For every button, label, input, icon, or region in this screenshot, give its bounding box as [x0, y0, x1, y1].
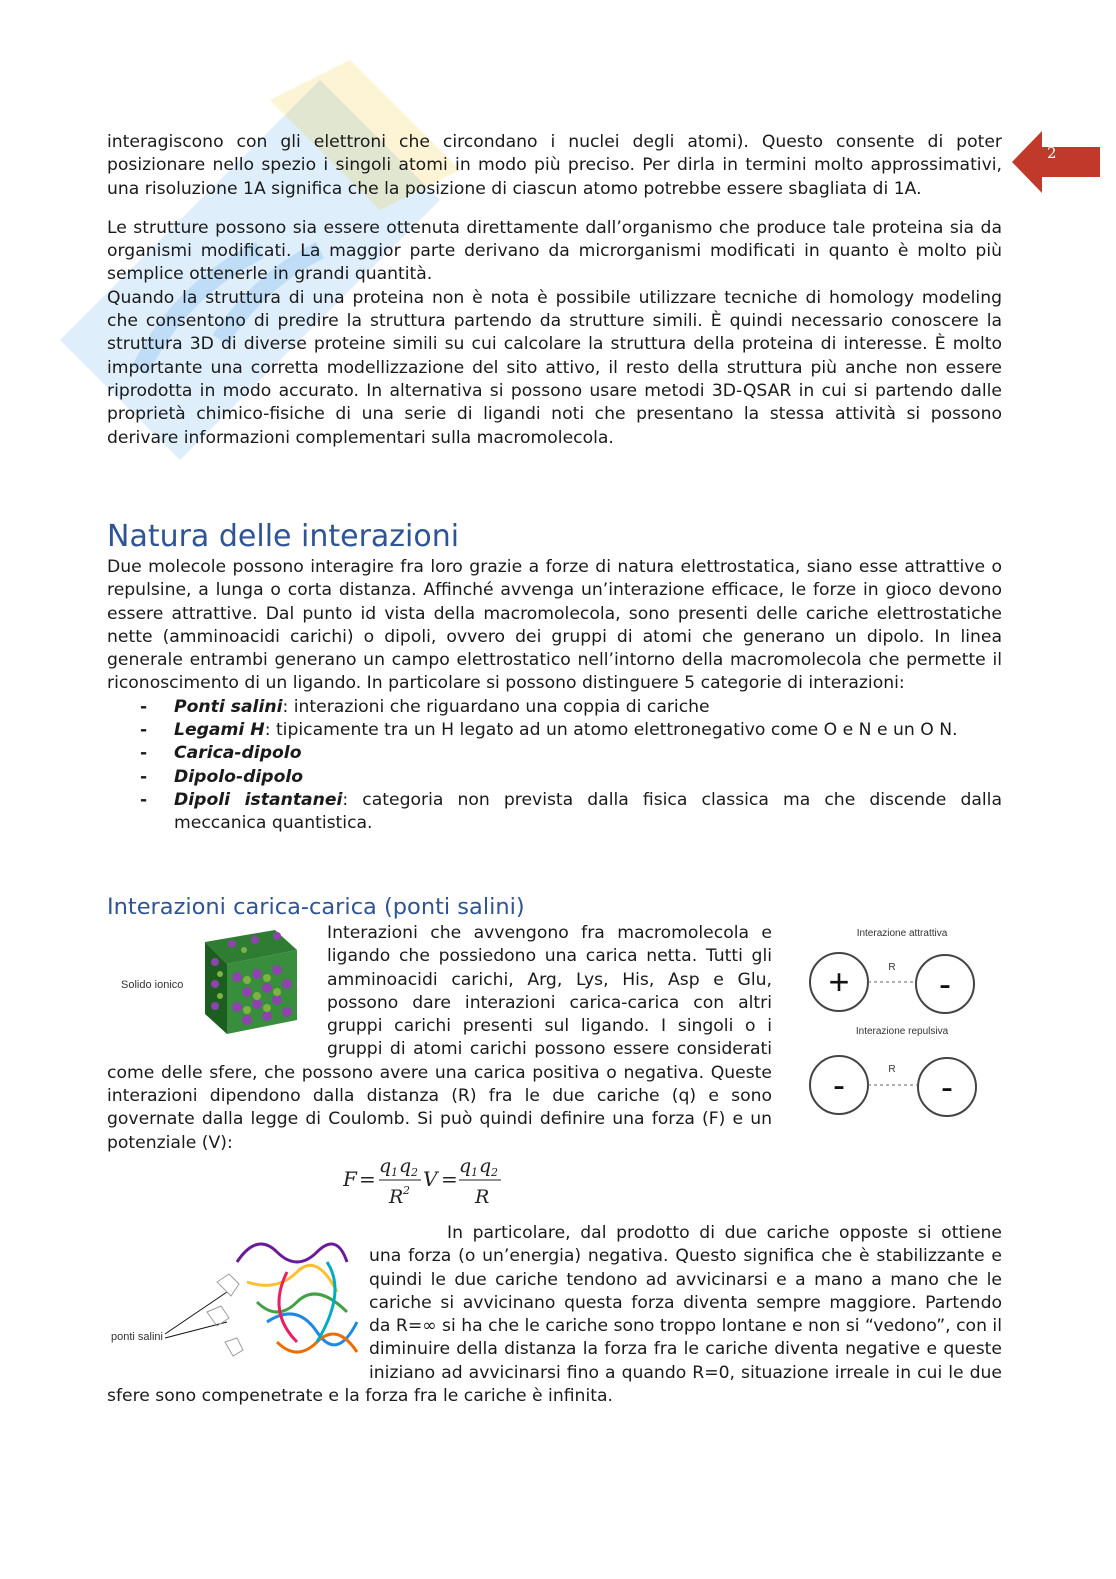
- charge-interaction-figure: [792, 922, 1002, 1212]
- interaction-list: [107, 696, 1002, 836]
- section-title-carica-carica: Interazioni carica-carica (ponti salini): [107, 894, 525, 920]
- svg-text:2: 2: [491, 1166, 498, 1179]
- svg-text:q: q: [379, 1155, 392, 1177]
- svg-text:F: F: [343, 1167, 357, 1191]
- intro-paragraph-1: interagiscono con gli elettroni che circondano i nuclei degli atomi). Questo consente di poter posizionare nello spezio i singoli atomi in modo più preciso. Per dirla in termini molto approssimativi, una risoluzione 1A significa che la posizione di ciascun atomo potrebbe essere sbagliata di 1A.: [107, 132, 1002, 199]
- protein-salt-bridge-figure: [107, 1222, 369, 1372]
- svg-text:2: 2: [403, 1184, 410, 1197]
- attractive-label: Interazione attrattiva: [856, 928, 948, 939]
- formula-graphic: [343, 1150, 513, 1210]
- repulsive-label: Interazione repulsiva: [855, 1026, 949, 1037]
- ionic-solid-figure: [107, 922, 327, 1042]
- list-item: - Dipolo-dipolo: [140, 766, 304, 787]
- coulomb-formula: [343, 1150, 513, 1215]
- svg-text:R: R: [389, 1186, 404, 1208]
- list-item: - Dipoli istantanei: categoria non prevista dalla fisica classica ma che discende dalla meccanica quantistica.: [140, 789, 1002, 834]
- distance-label: R: [888, 962, 896, 973]
- intro-paragraph-2: Le strutture possono sia essere ottenuta direttamente dall’organismo che produce tale proteina sia da organismi modificati. La maggior parte derivano da microrganismi modificati in quanto è molto più semplice ottenerle in grandi quantità.: [107, 217, 1002, 285]
- plus-sign: +: [828, 961, 850, 1002]
- list-item: - Legami H: tipicamente tra un H legato ad un atomo elettronegativo come O e N e un O N.: [140, 720, 958, 741]
- salt-bridge-label: ponti salini: [111, 1331, 163, 1343]
- svg-text:q: q: [459, 1155, 472, 1177]
- intro-paragraph-3: Quando la struttura di una proteina non è nota è possibile utilizzare tecniche di homology modeling che consentono di predire la struttura partendo da strutture simili. È quindi necessario conoscere la struttura 3D di diverse proteine simili su cui calcolare la struttura della proteina di interesse. È molto importante una corretta modellizzazione del sito attivo, il resto della struttura più anche non essere riprodotta in modo accurato. In alternativa si possono usare metodi 3D-QSAR in cui si partendo dalle proprietà chimico-fisiche di una serie di ligandi noti che presentano la stessa attività si possono derivare informazioni complementari sulla macromolecola.: [107, 287, 1002, 448]
- ionic-solid-label: Solido ionico: [121, 979, 184, 991]
- minus-sign: -: [833, 1064, 845, 1105]
- page-number-tab: [1012, 131, 1100, 193]
- protein-ribbon: [237, 1244, 357, 1352]
- section-title-natura: Natura delle interazioni: [107, 519, 460, 554]
- section1-body: Due molecole possono interagire fra loro grazie a forze di natura elettrostatica, siano esse attrattive o repulsine, a lunga o corta distanza. Affinché avvenga un’interazione efficace, le forze in gioco devono essere attrattive. Dal punto id vista della macromolecola, sono presenti delle cariche elettrostatiche nette (amminoacidi carichi) o dipoli, ovvero dei gruppi di atomi che generano un dipolo. In linea generale entrambi generano un campo elettrostatico nell’intorno della macromolecola che permette il riconoscimento di un ligando. In particolare si possono distinguere 5 categorie di interazioni:: [107, 557, 1002, 694]
- minus-sign: -: [939, 963, 951, 1004]
- svg-text:=: =: [359, 1167, 376, 1191]
- section1-block: [107, 556, 1002, 836]
- svg-text:=: =: [441, 1167, 458, 1191]
- svg-text:V: V: [423, 1167, 438, 1191]
- svg-text:1: 1: [471, 1166, 478, 1179]
- list-item: - Carica-dipolo: [140, 743, 302, 764]
- minus-sign: -: [941, 1066, 953, 1107]
- section2-paragraph-1: Solido ionico Interazioni che avvengono fra macromolecola e ligando che possiedono una carica netta. Tutti gli amminoacidi carichi, Arg, Lys, His, Asp e Glu, possono dare interazioni carica-carica con altri gruppi carichi presenti sul ligando. I singoli o i gruppi di atomi carichi possono essere considerati come delle sfere, che possono avere una carica positiva o negativa. Queste interazioni dipendono dalla distanza (R) fra le due cariche (q) e sono governate dalla legge di Coulomb. Si può quindi definire una forza (F) e un potenziale (V):: [107, 923, 772, 1153]
- distance-label: R: [888, 1064, 896, 1075]
- svg-text:1: 1: [391, 1166, 398, 1179]
- side-chains: [207, 1274, 243, 1356]
- page-number: 2: [1047, 144, 1057, 162]
- svg-text:q: q: [399, 1155, 412, 1177]
- svg-text:2: 2: [411, 1166, 418, 1179]
- section2-block: [107, 922, 1002, 1212]
- svg-text:R: R: [475, 1186, 490, 1208]
- section2-block-2: [107, 1222, 1002, 1408]
- svg-text:q: q: [479, 1155, 492, 1177]
- section2-paragraph-2: ponti salini In particolare, dal prodotto di due cariche opposte si ottiene una forza (o un’energia) negativa. Questo significa che è stabilizzante e quindi le due cariche tendono ad avvicinarsi e a mano a mano che le cariche si avvicinano questa forza diventa sempre maggiore. Partendo da R=∞ si ha che le cariche sono troppo lontane e non si “vedono”, con il diminuire della distanza la forza fra le cariche diventa negative e queste iniziano ad avvicinarsi fino a quando R=0, situazione irreale in cui le due sfere sono compenetrate e la forza fra le cariche è infinita.: [107, 1223, 1002, 1407]
- list-item: - Ponti salini: interazioni che riguardano una coppia di cariche: [140, 696, 710, 717]
- ionic-lattice-cube: [205, 930, 297, 1034]
- intro-block: [107, 131, 1002, 450]
